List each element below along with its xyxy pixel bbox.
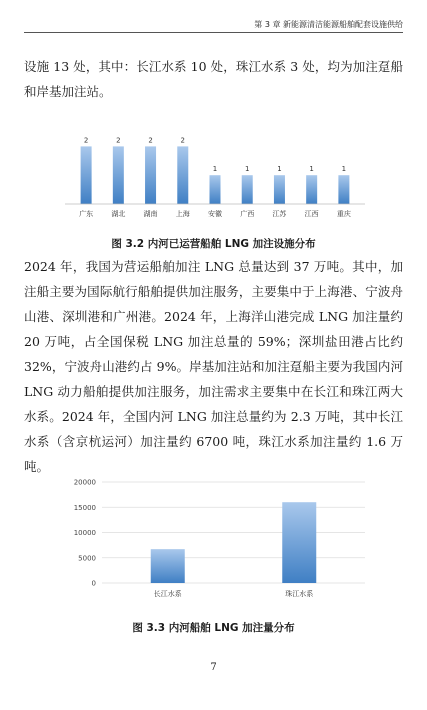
chart2-y-tick-label: 20000 <box>73 478 96 487</box>
page-header <box>24 16 403 33</box>
figure2-caption: 图 3.3 内河船舶 LNG 加注量分布 <box>132 622 295 634</box>
chart1-category-label: 广东 <box>79 210 94 218</box>
chart1-data-label: 1 <box>341 165 347 174</box>
chart2-category-label: 长江水系 <box>153 590 182 598</box>
chart1-category-label: 广西 <box>240 210 255 218</box>
chart1-data-label: 2 <box>116 136 121 145</box>
chart1-bar <box>274 175 285 204</box>
paragraph-1: 设施 13 处，其中：长江水系 10 处，珠江水系 3 处，均为加注趸船和岸基加注站。 <box>24 59 403 99</box>
chart1-category-label: 湖北 <box>111 210 126 218</box>
chart1-bar <box>242 175 253 204</box>
chart1-bar <box>177 146 188 204</box>
chart1-data-label: 1 <box>212 165 218 174</box>
chart1-category-label: 江西 <box>304 210 319 218</box>
chart1-category-label: 湖南 <box>143 210 158 218</box>
paragraph-2: 2024 年，我国为营运船舶加注 LNG 总量达到 37 万吨。其中，加注船主要为国际航行船舶提供加注服务，主要集中于上海港、宁波舟山港、深圳港和广州港。2024 年，上海洋山港完成 LNG 加注量约 20 万吨，占全国保税 LNG 加注总量的 59%；深圳盐田港占比约 32%，宁波舟山港约占 9%。岸基加注站和加注趸船主要为我国内河 LNG 动力船舶提供加注服务，加注需求主要集中在长江和珠江两大水系。2024 年，全国内河 LNG 加注总量约为 2.3 万吨，其中长江水系（含京杭运河）加注量约 6700 吨，珠江水系加注量约 1.6 万吨。 <box>24 259 403 474</box>
chart1-data-label: 2 <box>83 136 89 145</box>
chapter-title: 第 3 章 新能源清洁能源船舶配套设施供给 <box>254 20 403 29</box>
chart1-bar <box>210 175 221 204</box>
chart2-bar <box>282 502 316 583</box>
chart-lng-volume-distribution <box>60 470 370 605</box>
chart2-y-tick-label: 15000 <box>73 503 96 512</box>
chart2-y-tick-label: 5000 <box>78 554 96 563</box>
chart1-data-label: 1 <box>309 165 314 174</box>
chart2-y-tick-label: 0 <box>91 579 96 588</box>
chart1-data-label: 1 <box>244 165 250 174</box>
figure1-caption: 图 3.2 内河已运营船舶 LNG 加注设施分布 <box>111 238 316 250</box>
chart1-category-label: 上海 <box>175 210 190 218</box>
chart1-bar <box>113 146 124 204</box>
chart1-data-label: 2 <box>148 136 153 145</box>
chart1-bar <box>338 175 349 204</box>
chart1-category-label: 重庆 <box>336 210 351 218</box>
chart-facility-distribution <box>60 116 370 226</box>
chart1-category-label: 安徽 <box>208 210 222 218</box>
chart2-category-label: 珠江水系 <box>285 590 314 598</box>
chart1-bar <box>306 175 317 204</box>
page-number: 7 <box>210 662 217 673</box>
chart2-bar <box>151 549 185 583</box>
chart1-category-label: 江苏 <box>272 210 287 218</box>
chart1-bar <box>145 146 156 204</box>
chart1-data-label: 2 <box>180 136 186 145</box>
chart2-y-tick-label: 10000 <box>73 529 96 537</box>
chart1-bar <box>81 146 92 204</box>
chart1-data-label: 1 <box>277 165 282 174</box>
